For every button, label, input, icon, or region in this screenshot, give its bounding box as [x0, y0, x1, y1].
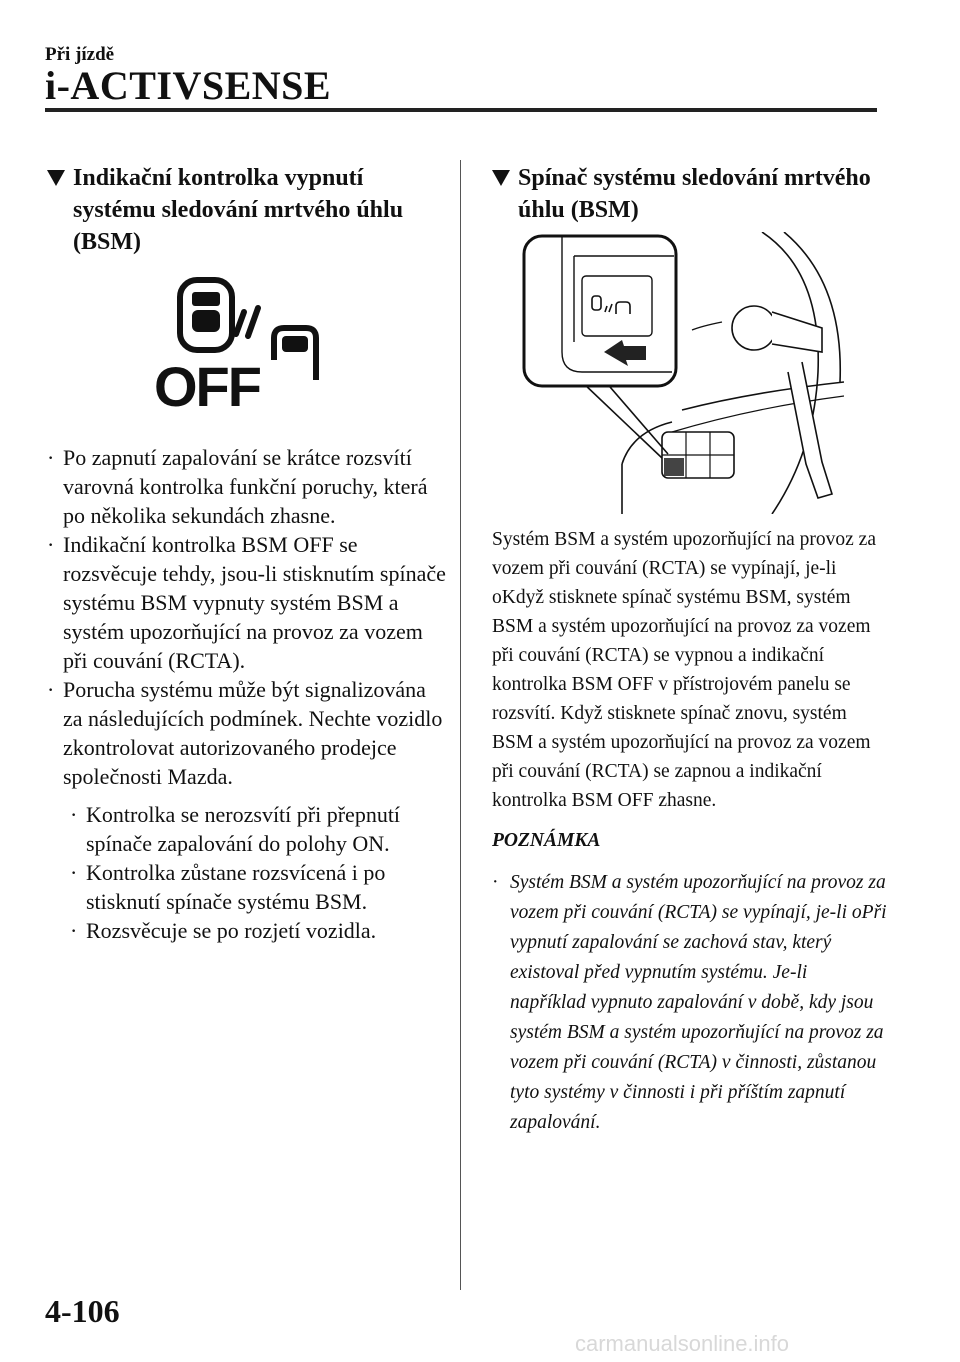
page-number: 4-106: [45, 1293, 120, 1329]
column-divider: [460, 160, 461, 1290]
triangle-bullet-icon: [47, 170, 65, 186]
list-item: · Kontrolka zůstane rozsvícená i po stisknutí spínače systému BSM.: [70, 860, 386, 914]
bsm-off-indicator-icon: [150, 272, 325, 412]
triangle-bullet-icon: [492, 170, 510, 186]
list-item: · Porucha systému může být signalizována za následujících podmínek. Nechte vozidlo zkontrolovat autorizovaného prodejce společnosti Mazda.: [47, 677, 443, 789]
list-item: · Systém BSM a systém upozorňující na provoz za vozem při couvání (RCTA) se vypínají, je-li oPři vypnutí zapalování se zachová stav, který existoval před vypnutím systému. Je-li například vypnuto zapalování v době, kdy jsou systém BSM a systém upozorňující na provoz za vozem při couvání (RCTA) v činnosti, zůstanou tyto systémy v činnosti i při příštím zapnutí zapalování.: [492, 872, 887, 1133]
bsm-switch-diagram: [522, 232, 844, 514]
indicator-off-text: OFF: [154, 355, 260, 412]
left-bullet-list: [47, 443, 447, 791]
left-heading-text: Indikační kontrolka vypnutí systému sledování mrtvého úhlu (BSM): [73, 165, 404, 255]
chapter-title: i-ACTIVSENSE: [45, 63, 332, 108]
list-item: · Rozsvěcuje se po rozjetí vozidla.: [70, 918, 377, 943]
note-title: POZNÁMKA: [492, 830, 601, 851]
switch-description: Systém BSM a systém upozorňující na provoz za vozem při couvání (RCTA) se vypínají, je-li oKdyž stisknete spínač systému BSM, systém BSM a systém upozorňující na provoz za vozem při couvání (RCTA) se vypnou a indikační kontrolka BSM OFF v přístrojovém panelu se rozsvítí. Když stisknete spínač znovu, systém BSM a systém upozorňující na provoz za vozem při couvání (RCTA) se zapnou a indikační kontrolka BSM OFF zhasne.: [492, 529, 876, 811]
list-item: · Po zapnutí zapalování se krátce rozsvítí varovná kontrolka funkční poruchy, která po několika sekundách zhasne.: [47, 445, 428, 528]
header-rule: [45, 108, 877, 112]
watermark: carmanualsonline.info: [575, 1331, 790, 1356]
section-label: Při jízdě: [45, 44, 115, 65]
list-item: · Indikační kontrolka BSM OFF se rozsvěcuje tehdy, jsou-li stisknutím spínače systému BSM vypnuty systém BSM a systém upozorňující na provoz za vozem při couvání (RCTA).: [47, 532, 446, 673]
sub-bullet-list: [70, 800, 450, 945]
right-section-heading: [492, 162, 892, 226]
list-item: · Kontrolka se nerozsvítí při přepnutí spínače zapalování do polohy ON.: [70, 802, 401, 856]
left-section-heading: [47, 162, 447, 258]
note-list: [492, 868, 887, 1138]
right-heading-text: Spínač systému sledování mrtvého úhlu (BSM): [518, 165, 871, 223]
